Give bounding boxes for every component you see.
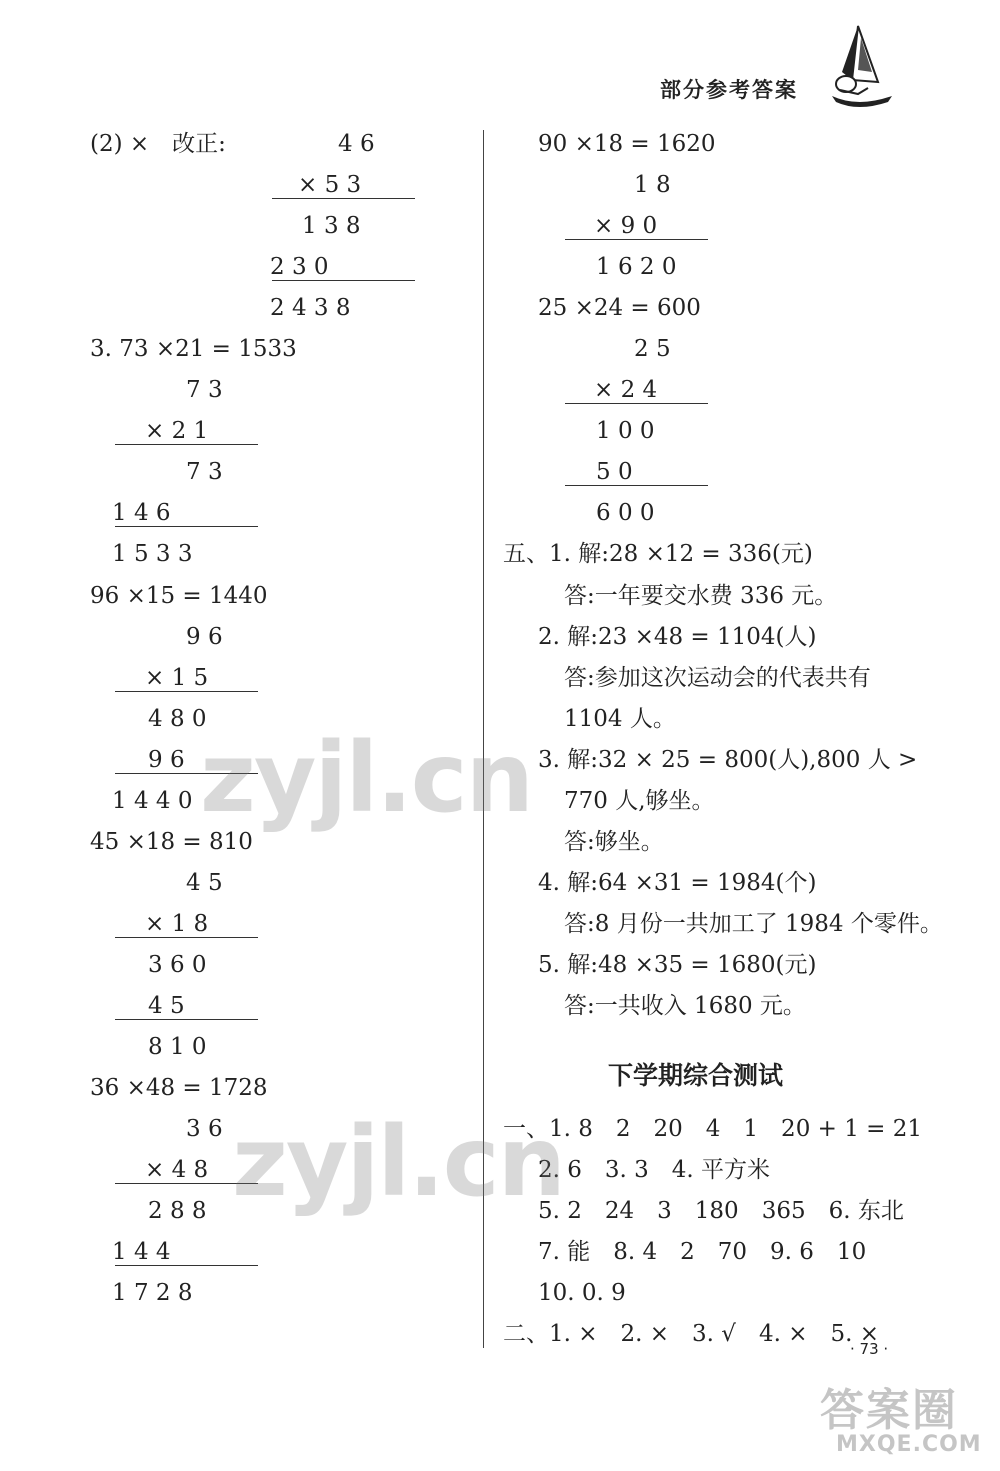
rule-line bbox=[565, 239, 708, 240]
answer-5-3-cont: 770 人,够坐。 bbox=[564, 788, 715, 814]
eq4-row-2: × 4 8 bbox=[145, 1157, 209, 1183]
eq5-row-3: 1 6 2 0 bbox=[596, 254, 677, 280]
answer-5-4: 4. 解:64 ×31 = 1984(个) bbox=[538, 870, 817, 896]
answer-5-3-reply: 答:够坐。 bbox=[564, 829, 664, 855]
test-part-1-line-4: 7. 能 8. 4 2 70 9. 6 10 bbox=[538, 1239, 867, 1265]
answer-5-5-reply: 答:一共收入 1680 元。 bbox=[564, 993, 806, 1019]
test-part-1-line-2: 2. 6 3. 3 4. 平方米 bbox=[538, 1157, 771, 1183]
eq5-row-2: × 9 0 bbox=[594, 213, 658, 239]
problem-2-label: (2) × 改正: bbox=[90, 131, 226, 157]
eq2-row-2: × 1 5 bbox=[145, 665, 209, 691]
p2-row-4: 2 3 0 bbox=[270, 254, 329, 280]
answer-5-4-reply: 答:8 月份一共加工了 1984 个零件。 bbox=[564, 911, 943, 937]
test-part-1-line-5: 10. 0. 9 bbox=[538, 1280, 626, 1306]
rule-line bbox=[115, 691, 258, 692]
page-header-title: 部分参考答案 bbox=[660, 78, 798, 102]
eq6-row-1: 2 5 bbox=[634, 336, 671, 362]
answer-5-2: 2. 解:23 ×48 = 1104(人) bbox=[538, 624, 817, 650]
eq4-row-1: 3 6 bbox=[186, 1116, 223, 1142]
test-part-2-line-1: 二、1. × 2. × 3. √ 4. × 5. × bbox=[503, 1321, 880, 1347]
eq5-row-1: 1 8 bbox=[634, 172, 671, 198]
eq3-row-3: 3 6 0 bbox=[148, 952, 207, 978]
corner-url: MXQE.COM bbox=[836, 1432, 982, 1457]
eq4-row-3: 2 8 8 bbox=[148, 1198, 207, 1224]
eq3-row-1: 4 5 bbox=[186, 870, 223, 896]
sailboat-icon bbox=[828, 22, 898, 108]
equation-96x15: 96 ×15 = 1440 bbox=[90, 583, 268, 609]
eq2-row-1: 9 6 bbox=[186, 624, 223, 650]
p2-row-1: 4 6 bbox=[338, 131, 375, 157]
eq6-row-4: 5 0 bbox=[596, 459, 633, 485]
equation-90x18: 90 ×18 = 1620 bbox=[538, 131, 716, 157]
eq3-row-2: × 1 8 bbox=[145, 911, 209, 937]
answer-5-2-reply: 答:参加这次运动会的代表共有 bbox=[564, 665, 871, 691]
watermark-text: zyjl.cn bbox=[232, 1106, 564, 1218]
eq6-row-5: 6 0 0 bbox=[596, 500, 655, 526]
eq2-row-5: 1 4 4 0 bbox=[112, 788, 193, 814]
rule-line bbox=[272, 280, 415, 281]
rule-line bbox=[115, 444, 258, 445]
eq1-row-3: 7 3 bbox=[186, 459, 223, 485]
corner-logo: 答案圈 bbox=[820, 1385, 958, 1436]
p2-row-3: 1 3 8 bbox=[302, 213, 361, 239]
equation-73x21: 3. 73 ×21 = 1533 bbox=[90, 336, 297, 362]
eq2-row-3: 4 8 0 bbox=[148, 706, 207, 732]
p2-row-2: × 5 3 bbox=[298, 172, 362, 198]
answer-5-3: 3. 解:32 × 25 = 800(人),800 人 > bbox=[538, 747, 918, 773]
answer-5-5: 5. 解:48 ×35 = 1680(元) bbox=[538, 952, 817, 978]
eq1-row-2: × 2 1 bbox=[145, 418, 209, 444]
eq1-row-5: 1 5 3 3 bbox=[112, 541, 193, 567]
eq4-row-5: 1 7 2 8 bbox=[112, 1280, 193, 1306]
answer-5-1-reply: 答:一年要交水费 336 元。 bbox=[564, 583, 838, 609]
section-title: 下学期综合测试 bbox=[608, 1061, 784, 1090]
eq1-row-4: 1 4 6 bbox=[112, 500, 171, 526]
equation-36x48: 36 ×48 = 1728 bbox=[90, 1075, 268, 1101]
equation-45x18: 45 ×18 = 810 bbox=[90, 829, 253, 855]
eq3-row-5: 8 1 0 bbox=[148, 1034, 207, 1060]
eq6-row-2: × 2 4 bbox=[594, 377, 658, 403]
eq1-row-1: 7 3 bbox=[186, 377, 223, 403]
eq6-row-3: 1 0 0 bbox=[596, 418, 655, 444]
watermark-text: zyjl.cn bbox=[200, 722, 532, 834]
rule-line bbox=[115, 1019, 258, 1020]
page-number: · 73 · bbox=[850, 1340, 889, 1358]
equation-25x24: 25 ×24 = 600 bbox=[538, 295, 701, 321]
rule-line bbox=[115, 1265, 258, 1266]
test-part-1-line-1: 一、1. 8 2 20 4 1 20 + 1 = 21 bbox=[503, 1116, 923, 1142]
eq4-row-4: 1 4 4 bbox=[112, 1239, 171, 1265]
p2-row-5: 2 4 3 8 bbox=[270, 295, 351, 321]
rule-line bbox=[115, 526, 258, 527]
rule-line bbox=[565, 403, 708, 404]
test-part-1-line-3: 5. 2 24 3 180 365 6. 东北 bbox=[538, 1198, 904, 1224]
eq3-row-4: 4 5 bbox=[148, 993, 185, 1019]
rule-line bbox=[565, 485, 708, 486]
rule-line bbox=[115, 937, 258, 938]
answer-5-1: 五、1. 解:28 ×12 = 336(元) bbox=[503, 541, 813, 567]
answer-5-2-reply-cont: 1104 人。 bbox=[564, 706, 676, 732]
rule-line bbox=[272, 198, 415, 199]
eq2-row-4: 9 6 bbox=[148, 747, 185, 773]
